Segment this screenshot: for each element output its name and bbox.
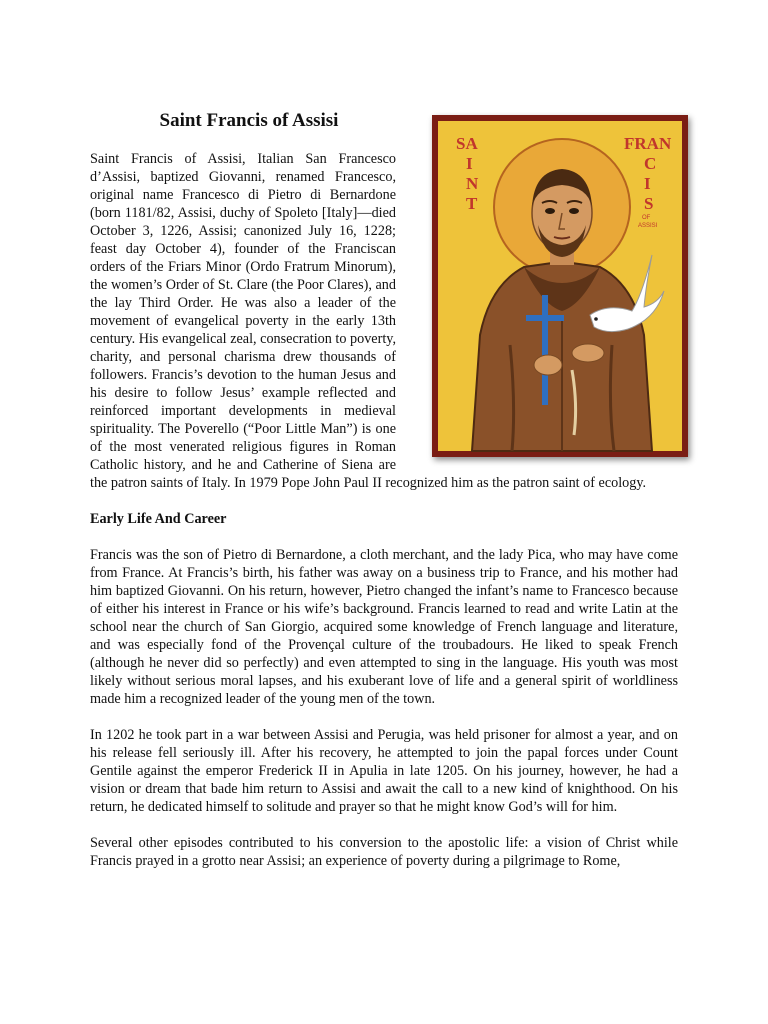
inscription-small-1: ASSISI <box>638 223 658 229</box>
document-title: Saint Francis of Assisi <box>159 110 339 131</box>
paragraph: Several other episodes contributed to his conversion to the apostolic life: a vision of Christ while Francis prayed in a grotto near Assisi; an experience of poverty during a pilgrimage to Rome, <box>90 835 678 869</box>
inscription-left-3: T <box>466 194 478 213</box>
inscription-small-0: OF <box>642 215 651 221</box>
paragraph: Francis was the son of Pietro di Bernardone, a cloth merchant, and the lady Pica, who may have come from France. At Francis’s birth, his father was away on a business trip to France, and his mother had him baptized Giovanni. On his return, however, Pietro changed the infant’s name to Francesco because of either his interest in France or his wife’s background. Francis learned to read and write Latin at the school near the church of San Giorgio, acquired some knowledge of French language and literature, and was especially fond of the Provençal culture of the troubadours. He liked to speak French (although he never did so perfectly) and even attempted to sing in the language. His youth was most likely without serious moral lapses, and his exuberant love of life and a general spirit of worldliness made him a recognized leader of the young men of the town. <box>90 547 678 707</box>
section-heading: Early Life And Career <box>90 511 227 527</box>
intro-paragraph: Saint Francis of Assisi, Italian San Francesco d’Assisi, baptized Giovanni, renamed Francesco, original name Francesco di Pietro di Bernardone (born 1181/82, Assisi, duchy of Spoleto [Italy]—died October 3, 1226, Assisi; canonized July 16, 1228; feast day October 4), founder of the Franciscan orders of the Friars Minor (Ordo Fratrum Minorum), the women’s Order of St. Clare (the Poor Clares), and the lay Third Order. He was also a leader of the movement of evangelical poverty in the early 13th century. His evangelical zeal, consecration to poverty, charity, and personal charisma drew thousands of followers. Francis’s devotion to the human Jesus and his desire to follow Jesus’ example reflected and reinforced important developments in medieval spirituality. The Poverello (“Poor Little Man”) is one of the most venerated religious figures in Roman Catholic history, and he and Catherine of Siena are the patron saints of Italy. In 1979 Pope John Paul II recognized him as the patron saint of ecology. <box>90 151 647 491</box>
inscription-right-3: S <box>644 194 654 213</box>
inscription-left-0: SA <box>456 134 478 153</box>
inscription-left-2: N <box>466 174 479 193</box>
article-body <box>90 150 678 888</box>
inscription-left-1: I <box>466 154 473 173</box>
inscription-right-2: I <box>644 174 651 193</box>
inscription-right-0: FRAN <box>624 134 672 153</box>
inscription-right-1: C <box>644 154 657 173</box>
paragraph: In 1202 he took part in a war between Assisi and Perugia, was held prisoner for almost a year, and on his release fell seriously ill. After his recovery, he attempted to join the papal forces under Count Gentile against the emperor Frederick II in Apulia in late 1205. On his journey, however, he had a vision or dream that bade him return to Assisi and await the call to a new kind of knighthood. On his return, he dedicated himself to solitude and prayer so that he might know God’s will for him. <box>90 727 678 815</box>
